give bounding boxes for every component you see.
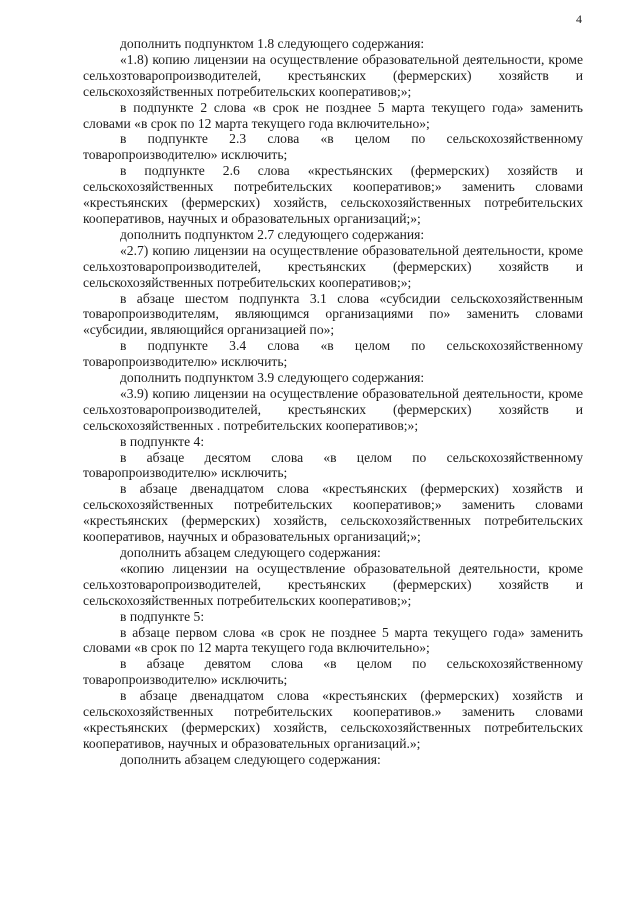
paragraph-19: в абзаце девятом слова «в целом по сельскохозяйственному товаропроизводителю» исключить; xyxy=(83,656,583,688)
paragraph-6: дополнить подпунктом 2.7 следующего содержания: xyxy=(120,226,425,242)
page-number: 4 xyxy=(576,12,582,26)
paragraph-20: в абзаце двенадцатом слова «крестьянских (фермерских) хозяйств и сельскохозяйственных потребительских кооперативов.» заменить словами «крестьянских (фермерских) хозяйств, сельскохозяйственных потребительских кооперативов, научных и образовательных организаций.»; xyxy=(83,688,583,751)
paragraph-18: в абзаце первом слова «в срок не позднее 5 марта текущего года» заменить словами «в срок по 12 марта текущего года включительно»; xyxy=(83,624,583,656)
paragraph-14: в абзаце двенадцатом слова «крестьянских (фермерских) хозяйств и сельскохозяйственных потребительских кооперативов;» заменить словами «крестьянских (фермерских) хозяйств, сельскохозяйственных потребительских кооперативов, научных и образовательных организаций;»; xyxy=(83,481,583,545)
paragraph-3: в подпункте 2 слова «в срок не позднее 5 марта текущего года» заменить словами «в срок по 12 марта текущего года включительно»; xyxy=(83,99,583,131)
paragraph-9: в подпункте 3.4 слова «в целом по сельскохозяйственному товаропроизводителю» исключить; xyxy=(83,338,583,370)
paragraph-11: «3.9) копию лицензии на осуществление образовательной деятельности, кроме сельхозтоваропроизводителей, крестьянских (фермерских) хозяйств и сельскохозяйственных . потребительских кооперативов;»; xyxy=(83,385,583,433)
paragraph-17: в подпункте 5: xyxy=(120,608,205,624)
paragraph-21: дополнить абзацем следующего содержания: xyxy=(120,751,381,767)
paragraph-12: в подпункте 4: xyxy=(120,433,205,449)
paragraph-16: «копию лицензии на осуществление образовательной деятельности, кроме сельхозтоваропроизводителей, крестьянских (фермерских) хозяйств и сельскохозяйственных потребительских кооперативов;»; xyxy=(83,560,583,608)
paragraph-10: дополнить подпунктом 3.9 следующего содержания: xyxy=(120,370,425,386)
document-body xyxy=(83,36,583,768)
paragraph-5: в подпункте 2.6 слова «крестьянских (фермерских) хозяйств и сельскохозяйственных потребительских кооперативов;» заменить словами «крестьянских (фермерских) хозяйств, сельскохозяйственных потребительских кооперативов, научных и образовательных организаций;»; xyxy=(83,163,583,226)
paragraph-13: в абзаце десятом слова «в целом по сельскохозяйственному товаропроизводителю» исключить; xyxy=(83,449,583,481)
paragraph-1: дополнить подпунктом 1.8 следующего содержания: xyxy=(120,36,425,51)
paragraph-2: «1.8) копию лицензии на осуществление образовательной деятельности, кроме сельхозтоваропроизводителей, крестьянских (фермерских) хозяйств и сельскохозяйственных потребительских кооперативов;»; xyxy=(83,51,583,99)
paragraph-15: дополнить абзацем следующего содержания: xyxy=(120,545,381,560)
paragraph-8: в абзаце шестом подпункта 3.1 слова «субсидии сельскохозяйственным товаропроизводителям, являющимся организациями по» заменить словами «субсидии, являющийся организацией по»; xyxy=(83,290,583,338)
paragraph-4: в подпункте 2.3 слова «в целом по сельскохозяйственному товаропроизводителю» исключить; xyxy=(83,131,583,163)
paragraph-7: «2.7) копию лицензии на осуществление образовательной деятельности, кроме сельхозтоваропроизводителей, крестьянских (фермерских) хозяйств и сельскохозяйственных потребительских кооперативов;»; xyxy=(83,242,583,290)
